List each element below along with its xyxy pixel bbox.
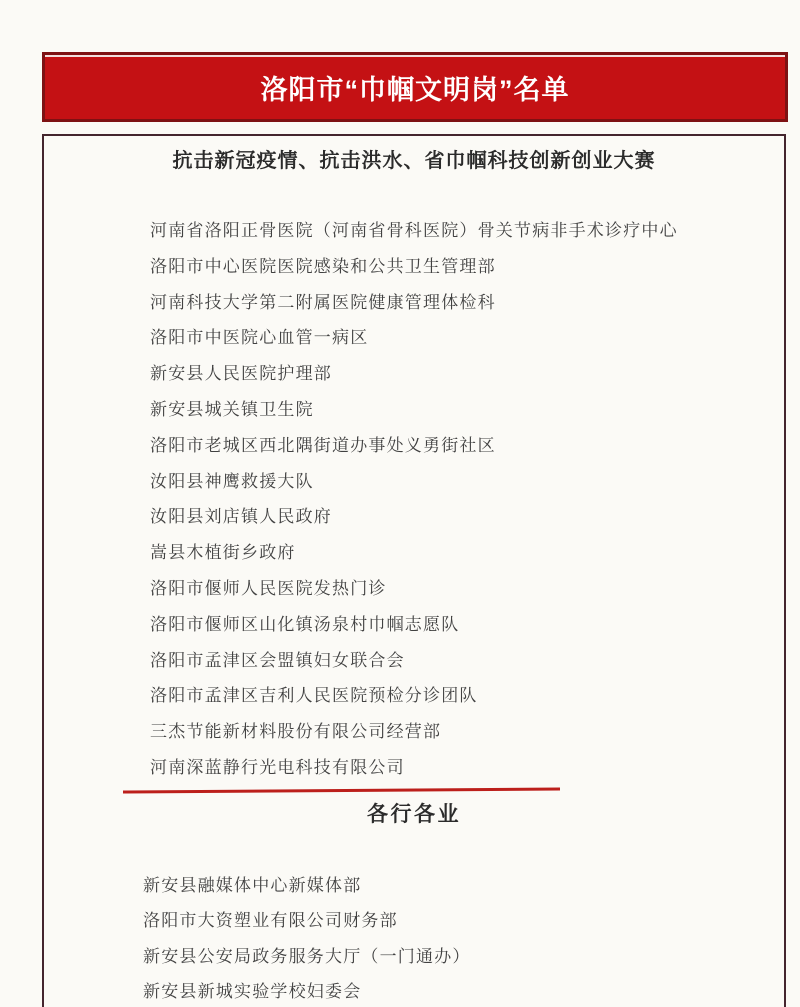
list-item: 洛阳市中医院心血管一病区	[150, 328, 369, 349]
section-heading-competition: 抗击新冠疫情、抗击洪水、省巾帼科技创新创业大赛	[172, 150, 656, 172]
list-item: 嵩县木植街乡政府	[150, 543, 296, 564]
list-item: 洛阳市偃师区山化镇汤泉村巾帼志愿队	[150, 614, 460, 635]
list-item: 新安县新城实验学校妇委会	[143, 982, 362, 1003]
section-heading-industries: 各行各业	[367, 803, 461, 826]
list-item: 河南省洛阳正骨医院（河南省骨科医院）骨关节病非手术诊疗中心	[150, 221, 678, 241]
document-title: 洛阳市“巾帼文明岗”名单	[260, 74, 570, 105]
list-item: 新安县公安局政务服务大厅（一门通办）	[143, 946, 471, 967]
list-item: 新安县人民医院护理部	[150, 364, 332, 385]
list-item: 河南深蓝静行光电科技有限公司	[150, 757, 405, 778]
list-item: 洛阳市孟津区吉利人民医院预检分诊团队	[150, 686, 478, 707]
title-banner	[42, 52, 788, 122]
list-item: 新安县城关镇卫生院	[150, 399, 314, 420]
list-item: 汝阳县神鹰救援大队	[150, 471, 314, 492]
award-list-industries	[42, 869, 786, 1007]
list-item: 三杰节能新材料股份有限公司经营部	[150, 722, 442, 743]
list-item: 河南科技大学第二附属医院健康管理体检科	[150, 292, 496, 313]
list-item: 汝阳县刘店镇人民政府	[150, 507, 332, 528]
list-item: 洛阳市老城区西北隅街道办事处义勇街社区	[150, 435, 496, 456]
list-item: 洛阳市中心医院医院感染和公共卫生管理部	[150, 256, 496, 277]
list-item: 洛阳市偃师人民医院发热门诊	[150, 578, 387, 599]
list-item: 洛阳市孟津区会盟镇妇女联合会	[150, 650, 405, 671]
list-item: 新安县融媒体中心新媒体部	[143, 876, 362, 896]
award-list-competition	[42, 214, 786, 787]
list-item: 洛阳市大资塑业有限公司财务部	[143, 911, 398, 932]
